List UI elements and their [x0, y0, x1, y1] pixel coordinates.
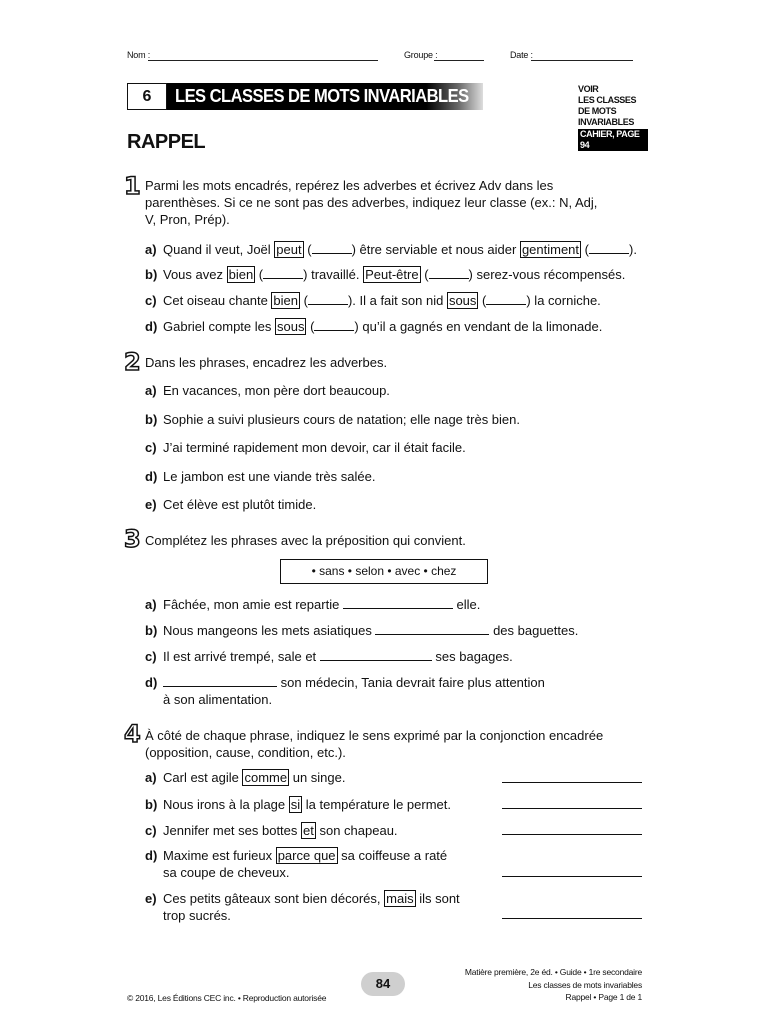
answer-blank[interactable] [312, 242, 352, 254]
chapter-title-bar [167, 83, 483, 110]
item-text: un singe. [289, 770, 346, 785]
framed-word: sous [448, 293, 477, 308]
q4-item-e [145, 890, 460, 907]
answer-blank[interactable] [263, 267, 303, 279]
q4-instruction-line: À côté de chaque phrase, indiquez le sens exprimé par la conjonction encadrée [145, 728, 604, 743]
page-number: 84 [361, 972, 405, 996]
q4-item-a [145, 769, 345, 786]
item-label: a) [145, 383, 157, 398]
voir-line: INVARIABLES [578, 117, 634, 127]
item-text: ( [478, 293, 487, 308]
item-text: Maxime est furieux [163, 848, 276, 863]
item-text: ( [581, 242, 589, 257]
item-label: c) [145, 293, 157, 308]
question-number-3: 3 [124, 525, 141, 553]
item-text: ses bagages. [431, 649, 513, 664]
answer-blank[interactable] [343, 597, 453, 609]
q3-item-c [145, 648, 513, 665]
item-label: c) [145, 440, 157, 455]
answer-blank[interactable] [429, 267, 469, 279]
q4-instruction-line: (opposition, cause, condition, etc.). [145, 745, 346, 760]
item-text: ) travaillé. [303, 267, 364, 282]
item-text: ( [306, 319, 315, 334]
framed-word: bien [273, 293, 298, 308]
item-label: a) [145, 242, 157, 257]
date-field-line[interactable] [531, 60, 633, 61]
item-text: Fâchée, mon amie est repartie [163, 597, 343, 612]
item-text: son chapeau. [315, 823, 398, 838]
voir-line: LES CLASSES [578, 95, 637, 105]
item-text: Nous irons à la plage [163, 797, 289, 812]
item-text: Il est arrivé trempé, sale et [163, 649, 320, 664]
q2-instruction: Dans les phrases, encadrez les adverbes. [145, 355, 388, 370]
q4-answer-line-d[interactable] [502, 876, 642, 877]
copyright: © 2016, Les Éditions CEC inc. • Reproduction autorisée [127, 993, 327, 1003]
item-text: En vacances, mon père dort beaucoup. [163, 383, 390, 398]
framed-word: Peut-être [365, 267, 419, 282]
q2-item-d [145, 468, 375, 485]
item-text: Ces petits gâteaux sont bien décorés, [163, 891, 385, 906]
cahier-page-ref: CAHIER, PAGE 94 [578, 129, 648, 151]
item-label: b) [145, 267, 158, 282]
voir-line: VOIR [578, 84, 599, 94]
nom-label: Nom : [127, 50, 151, 60]
footer-book-title: Matière première, 2e éd. • Guide • 1re secondaire [464, 967, 642, 977]
footer-page-ref: Rappel • Page 1 de 1 [565, 992, 642, 1002]
q3-item-b [145, 622, 578, 639]
q1-item-c [145, 292, 601, 309]
answer-blank[interactable] [589, 242, 629, 254]
q4-item-b [145, 796, 451, 813]
groupe-label: Groupe : [404, 50, 438, 60]
q2-item-b [145, 411, 520, 428]
framed-word: gentiment [521, 242, 580, 257]
item-text: J’ai terminé rapidement mon devoir, car il était facile. [163, 440, 466, 455]
item-text: des baguettes. [489, 623, 579, 638]
item-text: Carl est agile [163, 770, 243, 785]
item-text: son médecin, Tania devrait faire plus attention [277, 675, 545, 690]
section-title: RAPPEL [127, 131, 206, 153]
footer-chapter: Les classes de mots invariables [528, 980, 642, 990]
item-text: Vous avez [163, 267, 227, 282]
date-label: Date : [510, 50, 533, 60]
framed-word: sous [277, 319, 305, 334]
chapter-number: 6 [127, 83, 167, 110]
q2-item-a [145, 382, 390, 399]
q1-item-d [145, 318, 602, 335]
item-label: d) [145, 319, 158, 334]
q1-instruction-line: V, Pron, Prép). [145, 212, 230, 227]
q4-answer-line-e[interactable] [502, 918, 642, 919]
framed-conjunction: parce que [277, 848, 336, 863]
answer-blank[interactable] [314, 319, 354, 331]
framed-word: bien [228, 267, 254, 282]
preposition-choices: • sans • selon • avec • chez [280, 559, 488, 584]
item-label: a) [145, 770, 157, 785]
framed-conjunction: si [290, 797, 301, 812]
item-text: ( [420, 267, 429, 282]
item-label: e) [145, 497, 157, 512]
item-label: d) [145, 848, 158, 863]
q4-answer-line-a[interactable] [502, 782, 642, 783]
item-text: Le jambon est une viande très salée. [163, 469, 376, 484]
groupe-field-line[interactable] [434, 60, 484, 61]
q1-instruction-line: parenthèses. Si ce ne sont pas des adverbes, indiquez leur classe (ex.: N, Adj, [145, 195, 598, 210]
q2-item-e [145, 496, 316, 513]
item-text: ) qu’il a gagnés en vendant de la limonade. [354, 319, 603, 334]
chapter-title: LES CLASSES DE MOTS INVARIABLES [175, 86, 469, 106]
voir-line: DE MOTS [578, 106, 617, 116]
framed-word: peut [276, 242, 302, 257]
q4-item-d [145, 847, 447, 864]
item-label: b) [145, 797, 158, 812]
q3-item-d-continuation: à son alimentation. [163, 692, 273, 707]
answer-blank[interactable] [163, 675, 277, 687]
question-number-2: 2 [124, 348, 141, 376]
item-text: la température le permet. [302, 797, 451, 812]
q4-answer-line-c[interactable] [502, 834, 642, 835]
item-text: sa coiffeuse a raté [337, 848, 448, 863]
item-text: Jennifer met ses bottes [163, 823, 302, 838]
q1-item-a [145, 241, 637, 258]
item-text: Cet élève est plutôt timide. [163, 497, 317, 512]
question-number-4: 4 [124, 720, 141, 748]
item-text: ( [303, 242, 312, 257]
framed-conjunction: et [303, 823, 314, 838]
item-text: Sophie a suivi plusieurs cours de natation; elle nage très bien. [163, 412, 520, 427]
question-number-1: 1 [124, 172, 141, 200]
item-text: ils sont [415, 891, 460, 906]
item-label: e) [145, 891, 157, 906]
item-text: Cet oiseau chante [163, 293, 272, 308]
q3-item-a [145, 596, 480, 613]
item-text: ( [299, 293, 308, 308]
q4-item-e-continuation: trop sucrés. [163, 908, 231, 923]
nom-field-line[interactable] [148, 60, 378, 61]
item-text: Quand il veut, Joël [163, 242, 275, 257]
item-label: b) [145, 412, 158, 427]
q1-instruction-line: Parmi les mots encadrés, repérez les adverbes et écrivez Adv dans les [145, 178, 554, 193]
item-text: Nous mangeons les mets asiatiques [163, 623, 376, 638]
q4-answer-line-b[interactable] [502, 808, 642, 809]
item-text: ) la corniche. [526, 293, 601, 308]
item-label: d) [145, 469, 158, 484]
item-label: a) [145, 597, 157, 612]
item-text: ) être serviable et nous aider [351, 242, 520, 257]
item-label: d) [145, 675, 158, 690]
framed-conjunction: comme [244, 770, 288, 785]
q4-item-c [145, 822, 398, 839]
item-text: elle. [452, 597, 481, 612]
item-text: ( [255, 267, 264, 282]
answer-blank[interactable] [320, 649, 432, 661]
item-text: ). Il a fait son nid [347, 293, 447, 308]
chapter-banner [127, 83, 483, 110]
item-label: c) [145, 823, 157, 838]
item-text: ). [628, 242, 637, 257]
q1-item-b [145, 266, 625, 283]
q3-item-d [145, 674, 545, 691]
item-text: Gabriel compte les [163, 319, 275, 334]
answer-blank[interactable] [308, 293, 348, 305]
q2-item-c [145, 439, 466, 456]
q3-instruction: Complétez les phrases avec la préposition qui convient. [145, 533, 466, 548]
voir-cahier-note [578, 84, 648, 151]
item-label: b) [145, 623, 158, 638]
item-label: c) [145, 649, 157, 664]
item-text: ) serez-vous récompensés. [468, 267, 626, 282]
q4-item-d-continuation: sa coupe de cheveux. [163, 865, 290, 880]
framed-conjunction: mais [386, 891, 414, 906]
answer-blank[interactable] [486, 293, 526, 305]
answer-blank[interactable] [375, 623, 489, 635]
